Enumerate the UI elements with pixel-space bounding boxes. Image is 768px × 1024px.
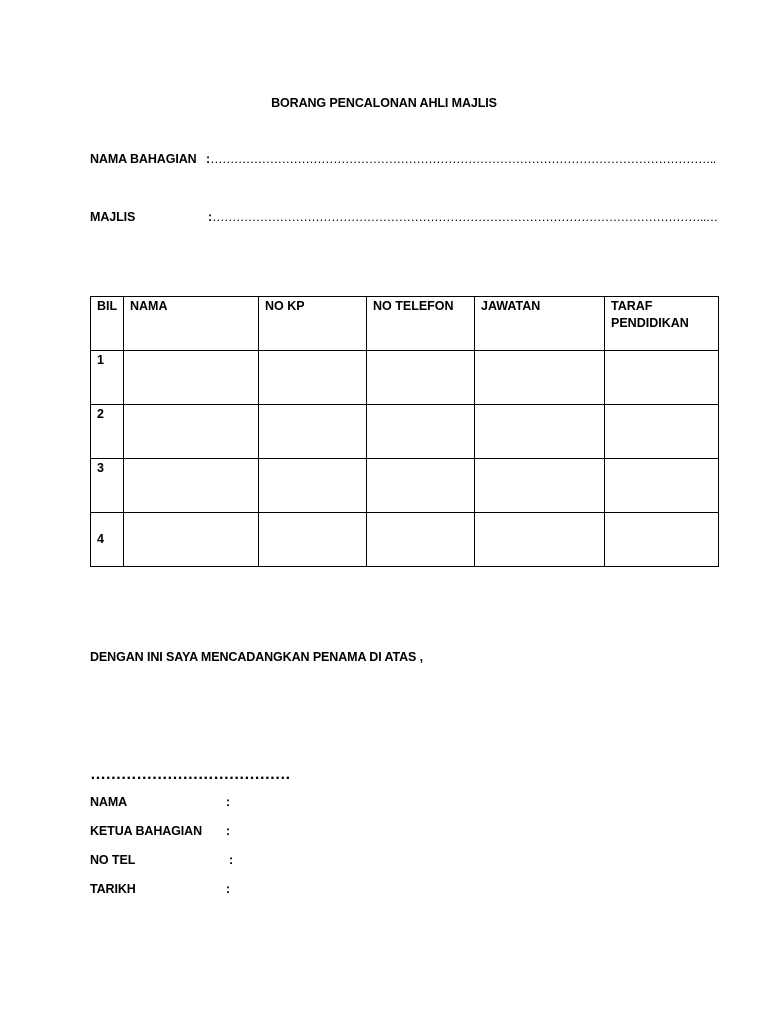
- header-no-telefon: NO TELEFON: [367, 297, 475, 351]
- field-row-majlis: [208, 210, 718, 224]
- cell-jawatan[interactable]: [475, 351, 605, 405]
- header-no-kp: NO KP: [259, 297, 367, 351]
- fill-in-line[interactable]: ……………………………………………………………………………………………………………..…: [212, 210, 718, 224]
- cell-jawatan[interactable]: [475, 459, 605, 513]
- cell-no-telefon[interactable]: [367, 405, 475, 459]
- sig-field-tarikh: [90, 882, 231, 896]
- field-colon: :: [208, 210, 213, 224]
- table-row: [91, 513, 719, 567]
- form-title: BORANG PENCALONAN AHLI MAJLIS: [271, 96, 497, 110]
- cell-taraf-pendidikan[interactable]: [605, 351, 719, 405]
- sig-colon: :: [226, 882, 231, 896]
- cell-bil: 3: [91, 459, 124, 513]
- signature-line[interactable]: …………………………………: [90, 766, 291, 783]
- cell-taraf-pendidikan[interactable]: [605, 459, 719, 513]
- cell-nama[interactable]: [124, 405, 259, 459]
- table-row: [91, 351, 719, 405]
- cell-taraf-pendidikan[interactable]: [605, 405, 719, 459]
- sig-field-nama: [90, 795, 231, 809]
- sig-label-ketua-bahagian: KETUA BAHAGIAN: [90, 824, 203, 838]
- cell-no-kp[interactable]: [259, 405, 367, 459]
- cell-bil: 1: [91, 351, 124, 405]
- nominee-table: [90, 296, 719, 567]
- sig-colon: :: [226, 824, 231, 838]
- field-label-nama-bahagian: NAMA BAHAGIAN: [90, 152, 197, 166]
- table-header-row: [91, 297, 719, 351]
- header-bil: BIL: [91, 297, 124, 351]
- cell-nama[interactable]: [124, 513, 259, 567]
- sig-label-tarikh: TARIKH: [90, 882, 136, 896]
- declaration-text: DENGAN INI SAYA MENCADANGKAN PENAMA DI ATAS ,: [90, 650, 424, 664]
- sig-field-no-tel: [90, 853, 234, 867]
- cell-no-kp[interactable]: [259, 513, 367, 567]
- cell-no-telefon[interactable]: [367, 513, 475, 567]
- cell-no-telefon[interactable]: [367, 351, 475, 405]
- sig-label-nama: NAMA: [90, 795, 128, 809]
- cell-no-kp[interactable]: [259, 459, 367, 513]
- cell-taraf-pendidikan[interactable]: [605, 513, 719, 567]
- field-label-majlis: MAJLIS: [90, 210, 136, 224]
- cell-no-kp[interactable]: [259, 351, 367, 405]
- cell-jawatan[interactable]: [475, 405, 605, 459]
- sig-label-no-tel: NO TEL: [90, 853, 136, 867]
- table-row: [91, 459, 719, 513]
- cell-jawatan[interactable]: [475, 513, 605, 567]
- header-nama: NAMA: [124, 297, 259, 351]
- cell-bil: 2: [91, 405, 124, 459]
- header-taraf-pendidikan: TARAF PENDIDIKAN: [605, 297, 719, 351]
- sig-field-ketua-bahagian: [90, 824, 231, 838]
- cell-nama[interactable]: [124, 459, 259, 513]
- cell-no-telefon[interactable]: [367, 459, 475, 513]
- field-colon: :: [206, 152, 211, 166]
- sig-colon: :: [226, 795, 231, 809]
- cell-bil: 4: [91, 513, 124, 567]
- field-row-nama-bahagian: [206, 152, 716, 166]
- cell-nama[interactable]: [124, 351, 259, 405]
- sig-colon: :: [229, 853, 234, 867]
- header-jawatan: JAWATAN: [475, 297, 605, 351]
- fill-in-line[interactable]: ………………………………………………………………………………………………………………..: [210, 152, 716, 166]
- table-row: [91, 405, 719, 459]
